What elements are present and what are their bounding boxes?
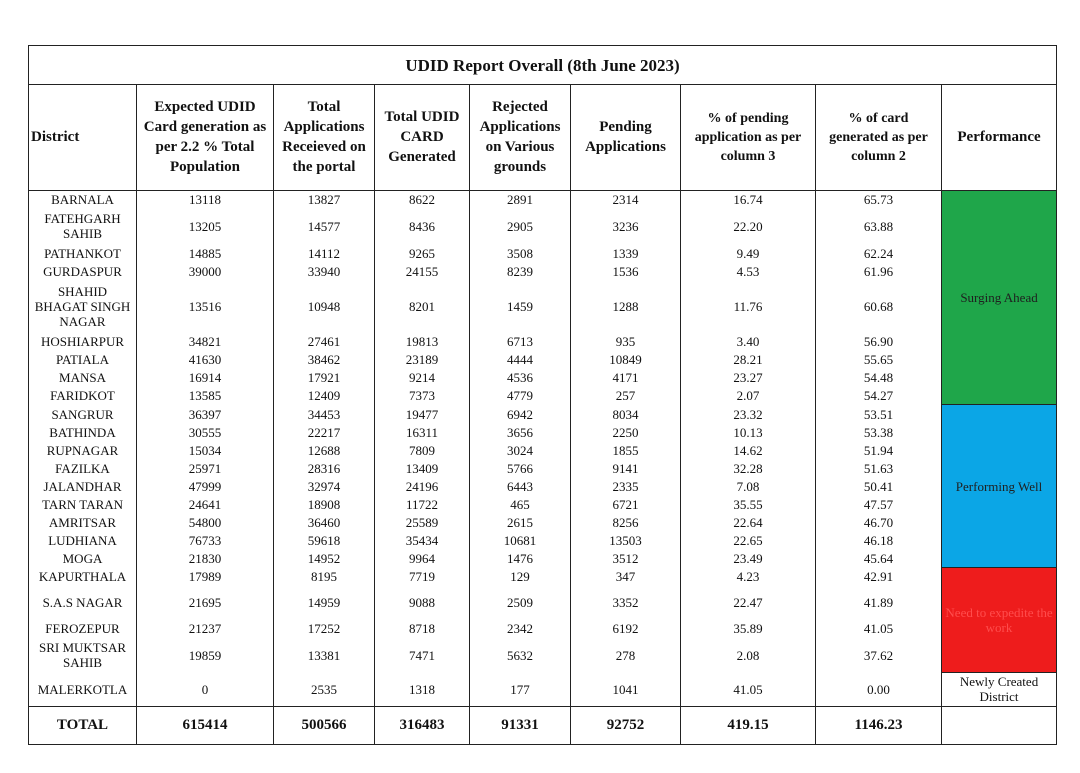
cell-pct-pending: 4.53 [681,262,816,280]
cell-pct-generated: 54.27 [816,387,942,405]
cell-expected: 25971 [137,459,274,477]
cell-rejected: 5632 [470,638,571,672]
cell-district: LUDHIANA [29,532,137,550]
header-rejected: Rejected Applications on Various grounds [470,85,571,191]
cell-applications: 28316 [274,459,375,477]
cell-generated: 7719 [375,568,470,586]
cell-generated: 25589 [375,513,470,531]
cell-district: BARNALA [29,190,137,208]
cell-expected: 34821 [137,333,274,351]
cell-expected: 36397 [137,405,274,423]
cell-expected: 16914 [137,369,274,387]
cell-rejected: 1459 [470,280,571,332]
cell-rejected: 3656 [470,423,571,441]
cell-applications: 38462 [274,351,375,369]
cell-rejected: 2509 [470,586,571,620]
cell-pct-pending: 7.08 [681,477,816,495]
table-row [29,568,1057,586]
cell-pending: 1288 [571,280,681,332]
table-row [29,244,1057,262]
table-row [29,423,1057,441]
cell-pct-generated: 65.73 [816,190,942,208]
cell-applications: 18908 [274,495,375,513]
total-performance [942,707,1057,745]
table-row [29,333,1057,351]
cell-expected: 54800 [137,513,274,531]
cell-district: MANSA [29,369,137,387]
cell-rejected: 4779 [470,387,571,405]
cell-pct-generated: 63.88 [816,208,942,244]
header-district: District [29,85,137,191]
cell-applications: 2535 [274,672,375,706]
cell-applications: 22217 [274,423,375,441]
cell-pct-pending: 35.55 [681,495,816,513]
cell-pending: 2314 [571,190,681,208]
table-row [29,351,1057,369]
cell-pct-generated: 53.51 [816,405,942,423]
cell-pct-pending: 35.89 [681,620,816,638]
header-pct-pending: % of pending application as per column 3 [681,85,816,191]
total-rejected: 91331 [470,707,571,745]
cell-rejected: 129 [470,568,571,586]
cell-rejected: 6942 [470,405,571,423]
cell-applications: 32974 [274,477,375,495]
cell-pct-generated: 47.57 [816,495,942,513]
header-performance: Performance [942,85,1057,191]
cell-district: MOGA [29,550,137,568]
table-row [29,620,1057,638]
total-expected: 615414 [137,707,274,745]
cell-applications: 36460 [274,513,375,531]
table-row [29,513,1057,531]
cell-pending: 10849 [571,351,681,369]
cell-pct-generated: 53.38 [816,423,942,441]
cell-rejected: 2905 [470,208,571,244]
table-row [29,369,1057,387]
cell-rejected: 465 [470,495,571,513]
cell-rejected: 4536 [470,369,571,387]
cell-rejected: 1476 [470,550,571,568]
table-row [29,405,1057,423]
cell-pct-generated: 51.94 [816,441,942,459]
cell-pending: 8034 [571,405,681,423]
cell-generated: 7471 [375,638,470,672]
cell-generated: 7373 [375,387,470,405]
udid-report-table [28,45,1057,745]
cell-district: RUPNAGAR [29,441,137,459]
cell-pending: 6721 [571,495,681,513]
cell-pending: 3236 [571,208,681,244]
table-row [29,441,1057,459]
cell-district: FEROZEPUR [29,620,137,638]
table-row [29,459,1057,477]
performance-group-2: Need to expedite the work [942,568,1057,672]
cell-applications: 17921 [274,369,375,387]
cell-pct-pending: 22.65 [681,532,816,550]
cell-applications: 14952 [274,550,375,568]
cell-pct-generated: 55.65 [816,351,942,369]
cell-pending: 3352 [571,586,681,620]
cell-pct-generated: 46.18 [816,532,942,550]
table-row [29,477,1057,495]
cell-generated: 23189 [375,351,470,369]
cell-expected: 21695 [137,586,274,620]
cell-applications: 59618 [274,532,375,550]
cell-applications: 33940 [274,262,375,280]
cell-district: SANGRUR [29,405,137,423]
cell-pending: 347 [571,568,681,586]
cell-applications: 14577 [274,208,375,244]
cell-rejected: 8239 [470,262,571,280]
cell-pct-generated: 41.05 [816,620,942,638]
cell-applications: 13381 [274,638,375,672]
cell-pct-generated: 46.70 [816,513,942,531]
cell-pending: 1536 [571,262,681,280]
header-pending: Pending Applications [571,85,681,191]
cell-applications: 14112 [274,244,375,262]
cell-district: AMRITSAR [29,513,137,531]
cell-pending: 13503 [571,532,681,550]
cell-pct-pending: 14.62 [681,441,816,459]
cell-expected: 39000 [137,262,274,280]
cell-district: PATHANKOT [29,244,137,262]
cell-district: BATHINDA [29,423,137,441]
cell-generated: 9088 [375,586,470,620]
cell-pct-generated: 56.90 [816,333,942,351]
header-pct-generated: % of card generated as per column 2 [816,85,942,191]
cell-pct-pending: 9.49 [681,244,816,262]
table-row [29,550,1057,568]
cell-pct-generated: 61.96 [816,262,942,280]
cell-generated: 1318 [375,672,470,706]
cell-district: HOSHIARPUR [29,333,137,351]
cell-pending: 2250 [571,423,681,441]
cell-rejected: 3508 [470,244,571,262]
cell-pct-pending: 23.32 [681,405,816,423]
cell-pending: 1339 [571,244,681,262]
cell-pct-generated: 50.41 [816,477,942,495]
total-generated: 316483 [375,707,470,745]
cell-pct-pending: 22.64 [681,513,816,531]
cell-generated: 24196 [375,477,470,495]
header-row [29,85,1057,191]
cell-pct-generated: 54.48 [816,369,942,387]
cell-expected: 14885 [137,244,274,262]
cell-pending: 3512 [571,550,681,568]
total-pct-pending: 419.15 [681,707,816,745]
cell-rejected: 6443 [470,477,571,495]
table-row [29,532,1057,550]
cell-expected: 24641 [137,495,274,513]
cell-expected: 41630 [137,351,274,369]
cell-pct-generated: 0.00 [816,672,942,706]
cell-rejected: 5766 [470,459,571,477]
cell-applications: 27461 [274,333,375,351]
header-total-applications: Total Applications Receieved on the portal [274,85,375,191]
cell-pending: 9141 [571,459,681,477]
cell-district: GURDASPUR [29,262,137,280]
cell-district: PATIALA [29,351,137,369]
cell-expected: 21830 [137,550,274,568]
cell-expected: 30555 [137,423,274,441]
cell-pct-pending: 22.20 [681,208,816,244]
cell-generated: 19813 [375,333,470,351]
cell-generated: 16311 [375,423,470,441]
cell-generated: 9265 [375,244,470,262]
cell-pct-pending: 32.28 [681,459,816,477]
cell-rejected: 10681 [470,532,571,550]
cell-district: S.A.S NAGAR [29,586,137,620]
cell-pct-pending: 4.23 [681,568,816,586]
cell-expected: 17989 [137,568,274,586]
cell-pct-pending: 10.13 [681,423,816,441]
performance-group-3: Newly Created District [942,672,1057,706]
table-row [29,280,1057,332]
cell-rejected: 6713 [470,333,571,351]
total-pending: 92752 [571,707,681,745]
cell-rejected: 177 [470,672,571,706]
cell-applications: 12409 [274,387,375,405]
cell-applications: 14959 [274,586,375,620]
cell-pct-pending: 28.21 [681,351,816,369]
cell-pct-generated: 42.91 [816,568,942,586]
cell-applications: 34453 [274,405,375,423]
table-row [29,262,1057,280]
cell-pending: 1855 [571,441,681,459]
cell-pending: 8256 [571,513,681,531]
cell-rejected: 2615 [470,513,571,531]
total-label: TOTAL [29,707,137,745]
cell-expected: 15034 [137,441,274,459]
cell-district: FATEHGARH SAHIB [29,208,137,244]
cell-applications: 10948 [274,280,375,332]
totals-row [29,707,1057,745]
cell-pct-pending: 22.47 [681,586,816,620]
table-row [29,387,1057,405]
cell-district: FARIDKOT [29,387,137,405]
cell-pct-generated: 41.89 [816,586,942,620]
cell-expected: 19859 [137,638,274,672]
cell-rejected: 4444 [470,351,571,369]
cell-generated: 8622 [375,190,470,208]
cell-expected: 0 [137,672,274,706]
cell-pct-generated: 51.63 [816,459,942,477]
table-row [29,638,1057,672]
cell-applications: 13827 [274,190,375,208]
cell-generated: 8718 [375,620,470,638]
cell-expected: 76733 [137,532,274,550]
cell-pending: 278 [571,638,681,672]
cell-pct-pending: 3.40 [681,333,816,351]
cell-pending: 935 [571,333,681,351]
cell-pending: 1041 [571,672,681,706]
cell-district: TARN TARAN [29,495,137,513]
cell-generated: 9964 [375,550,470,568]
cell-generated: 9214 [375,369,470,387]
cell-expected: 13205 [137,208,274,244]
cell-district: FAZILKA [29,459,137,477]
cell-generated: 19477 [375,405,470,423]
cell-district: SHAHID BHAGAT SINGH NAGAR [29,280,137,332]
cell-pending: 2335 [571,477,681,495]
cell-expected: 47999 [137,477,274,495]
cell-generated: 13409 [375,459,470,477]
table-row [29,586,1057,620]
cell-district: KAPURTHALA [29,568,137,586]
cell-pct-generated: 62.24 [816,244,942,262]
cell-generated: 7809 [375,441,470,459]
cell-generated: 35434 [375,532,470,550]
total-applications: 500566 [274,707,375,745]
cell-applications: 17252 [274,620,375,638]
cell-district: SRI MUKTSAR SAHIB [29,638,137,672]
cell-pct-pending: 11.76 [681,280,816,332]
cell-pct-pending: 2.08 [681,638,816,672]
cell-expected: 13516 [137,280,274,332]
cell-generated: 24155 [375,262,470,280]
cell-expected: 13585 [137,387,274,405]
cell-pct-pending: 16.74 [681,190,816,208]
cell-rejected: 2891 [470,190,571,208]
cell-pct-pending: 41.05 [681,672,816,706]
cell-pct-pending: 23.27 [681,369,816,387]
cell-pct-pending: 23.49 [681,550,816,568]
cell-pct-generated: 60.68 [816,280,942,332]
cell-pending: 257 [571,387,681,405]
report-title: UDID Report Overall (8th June 2023) [29,46,1057,85]
cell-pending: 6192 [571,620,681,638]
cell-expected: 21237 [137,620,274,638]
cell-pct-pending: 2.07 [681,387,816,405]
cell-applications: 8195 [274,568,375,586]
cell-generated: 11722 [375,495,470,513]
cell-rejected: 3024 [470,441,571,459]
header-cards-generated: Total UDID CARD Generated [375,85,470,191]
performance-group-0: Surging Ahead [942,190,1057,405]
cell-district: JALANDHAR [29,477,137,495]
cell-rejected: 2342 [470,620,571,638]
cell-expected: 13118 [137,190,274,208]
cell-generated: 8201 [375,280,470,332]
performance-group-1: Performing Well [942,405,1057,568]
cell-district: MALERKOTLA [29,672,137,706]
cell-pct-generated: 45.64 [816,550,942,568]
table-row [29,495,1057,513]
total-pct-generated: 1146.23 [816,707,942,745]
table-row [29,672,1057,706]
cell-generated: 8436 [375,208,470,244]
table-row [29,190,1057,208]
table-row [29,208,1057,244]
cell-pending: 4171 [571,369,681,387]
cell-pct-generated: 37.62 [816,638,942,672]
header-expected: Expected UDID Card generation as per 2.2 % Total Population [137,85,274,191]
cell-applications: 12688 [274,441,375,459]
